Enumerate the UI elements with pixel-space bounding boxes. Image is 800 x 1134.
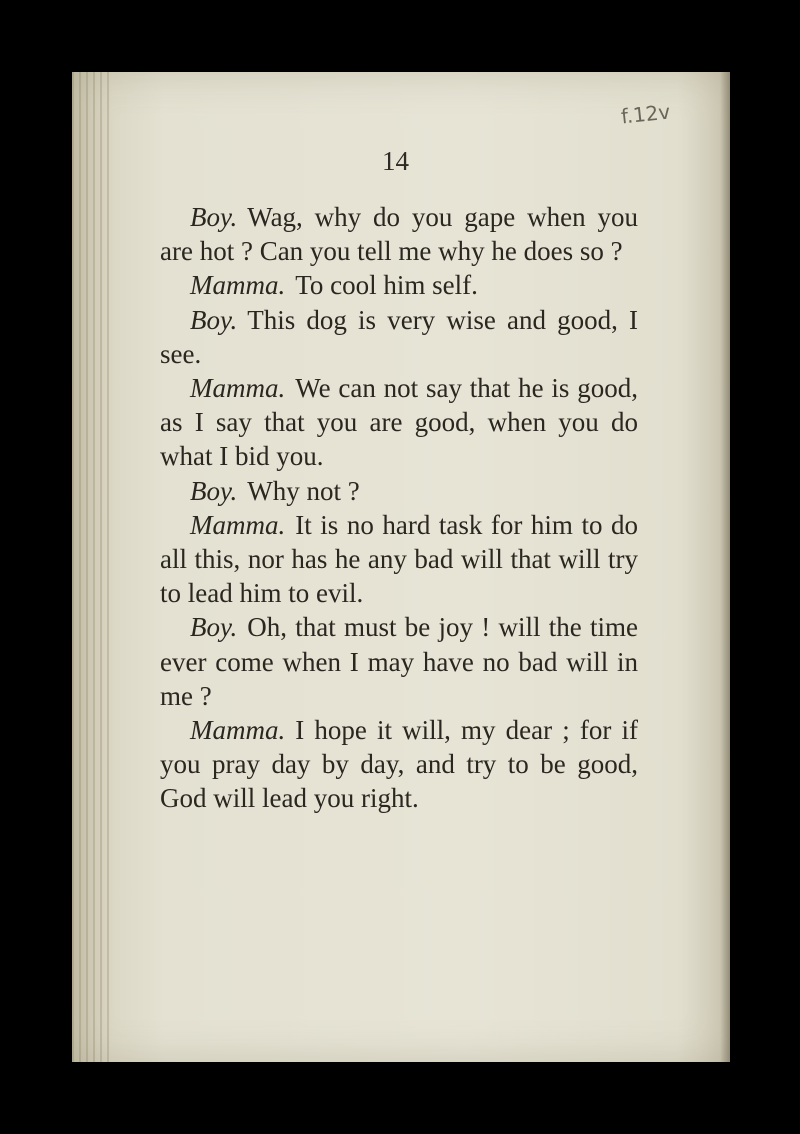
dialogue-paragraph — [160, 508, 638, 611]
speaker-label: Boy. — [190, 475, 238, 506]
speaker-label: Mamma. — [190, 509, 286, 540]
page-body-text — [160, 200, 638, 816]
dialogue-paragraph — [160, 474, 638, 508]
speaker-label: Boy. — [190, 612, 238, 643]
folio-annotation: f.12v — [619, 99, 672, 129]
dialogue-paragraph — [160, 371, 638, 474]
dialogue-text: It is no hard task for him to do all this, nor has he any bad will that will try to lead him to evil. — [160, 509, 638, 609]
dialogue-text: I hope it will, my dear ; for if you pray day by day, and try to be good, God will lead you right. — [160, 715, 638, 814]
speaker-label: Boy. — [190, 202, 238, 232]
dialogue-text: Why not ? — [247, 475, 360, 506]
dialogue-paragraph — [160, 200, 638, 268]
dialogue-text: To cool him self. — [295, 270, 478, 301]
dialogue-paragraph — [160, 268, 638, 302]
dialogue-text: Wag, why do you gape when you are hot ? Can you tell me why he does so ? — [160, 202, 638, 267]
dialogue-text: Oh, that must be joy ! will the time ever come when I may have no bad will in me ? — [160, 612, 638, 711]
page-number: 14 — [382, 146, 409, 176]
dialogue-paragraph — [160, 303, 638, 371]
speaker-label: Mamma. — [190, 715, 286, 746]
dialogue-text: This dog is very wise and good, I see. — [160, 304, 638, 369]
speaker-label: Boy. — [190, 304, 238, 335]
dialogue-text: We can not say that he is good, as I say that you are good, when you do what I bid you. — [160, 373, 638, 472]
dialogue-paragraph — [160, 713, 638, 816]
dialogue-paragraph — [160, 610, 638, 713]
book-page — [72, 72, 730, 1062]
speaker-label: Mamma. — [190, 270, 286, 301]
speaker-label: Mamma. — [190, 373, 286, 404]
